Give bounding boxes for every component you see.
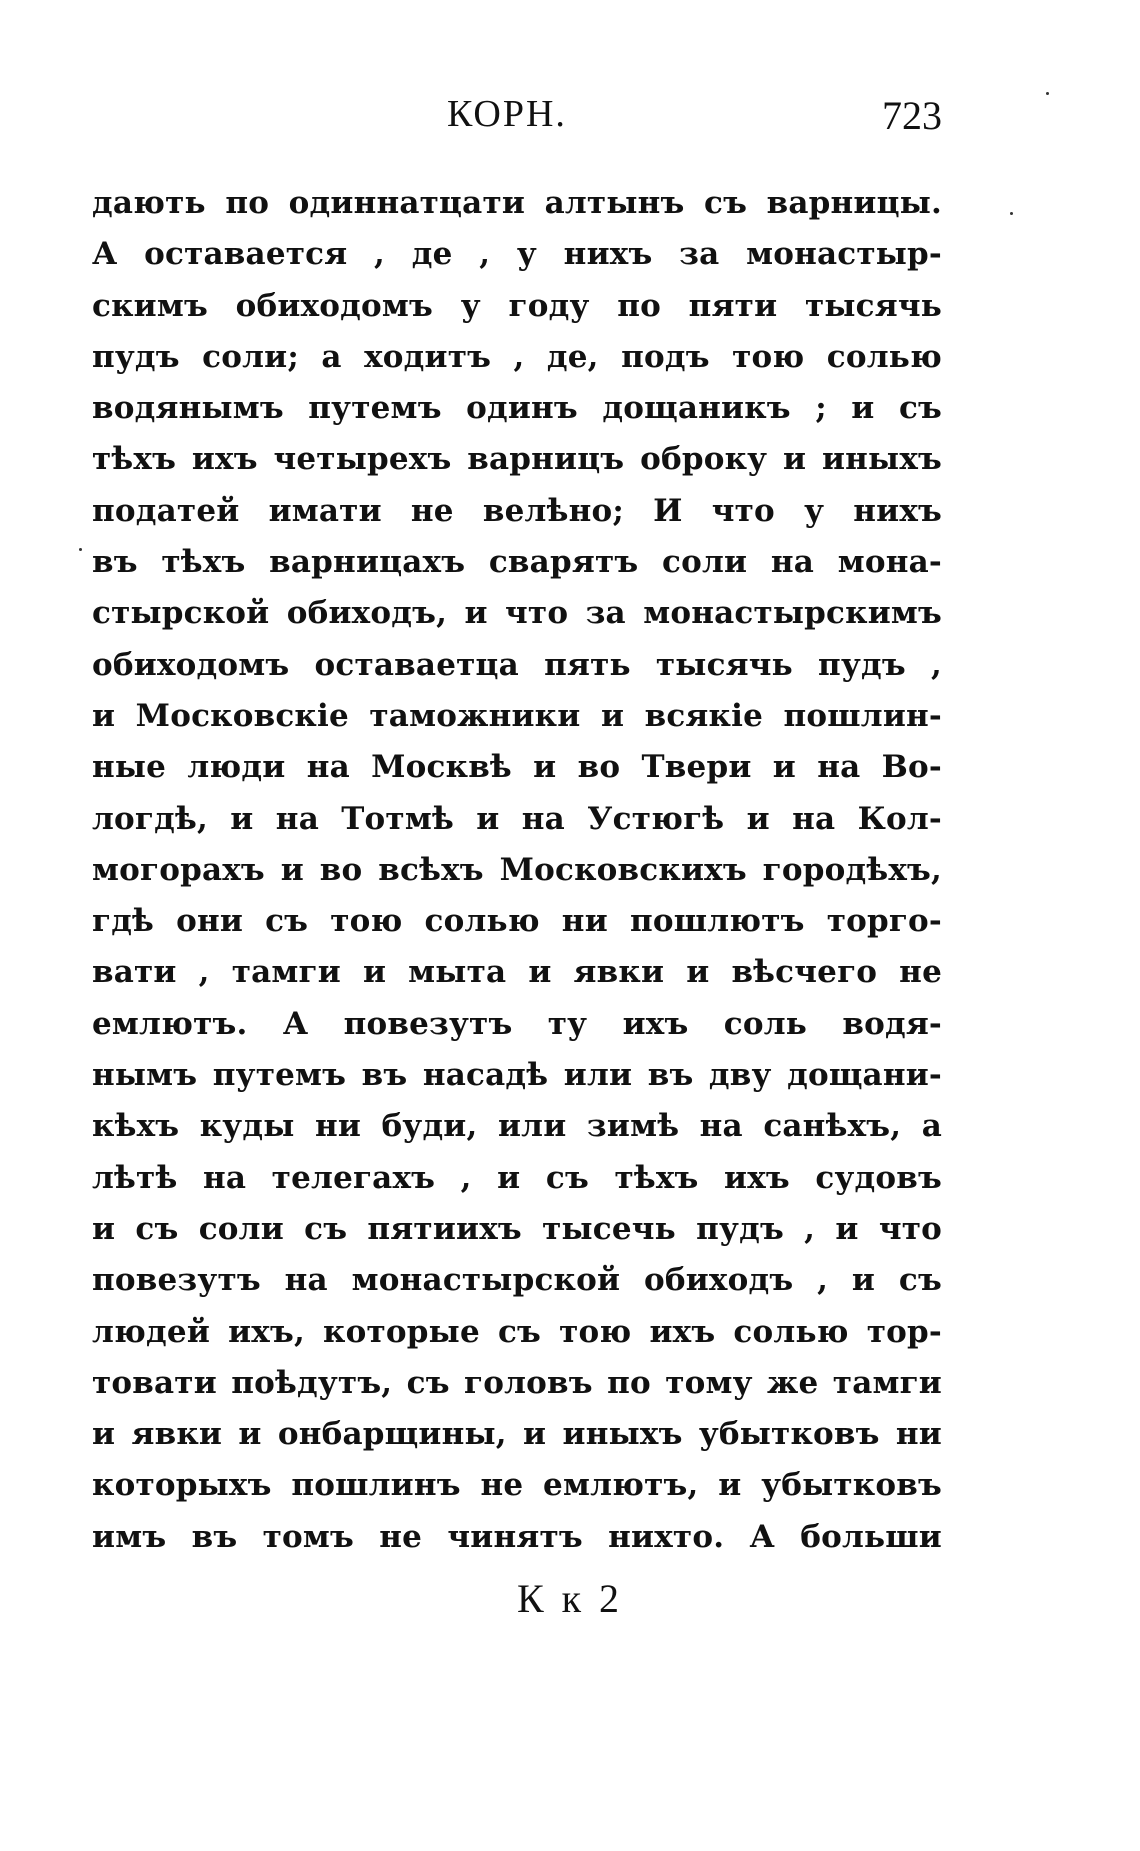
page-number: 723 [882,93,942,138]
running-head [92,92,942,152]
print-speck [1010,212,1013,215]
text-line: обиходомъ оставаетца пять тысячь пудъ , [92,646,942,683]
running-title: КОРН. [447,93,567,135]
text-line: и съ соли съ пятиихъ тысечь пудъ , и что [92,1210,942,1247]
text-line: кѣхъ куды ни буди, или зимѣ на санѣхъ, а [92,1108,942,1145]
text-line: повезутъ на монастырской обиходъ , и съ [92,1262,942,1299]
text-line: емлютъ. А повезутъ ту ихъ соль водя- [92,1005,942,1042]
text-line: лѣтѣ на телегахъ , и съ тѣхъ ихъ судовъ [92,1159,942,1196]
text-line: тѣхъ ихъ четырехъ варницъ оброку и иныхъ [92,441,942,478]
text-line: товати поѣдутъ, съ головъ по тому же тамги [92,1364,942,1401]
text-line: могорахъ и во всѣхъ Московскихъ городѣхъ, [92,851,942,888]
text-line: имъ въ томъ не чинятъ нихто. А больши [92,1518,942,1555]
text-line: логдѣ, и на Тотмѣ и на Устюгѣ и на Кол- [92,800,942,837]
text-line: и Московскіе таможники и всякіе пошлин- [92,697,942,734]
body-text [92,178,942,1563]
text-line: пудъ соли; а ходитъ , де, подъ тою солью [92,338,942,375]
text-line: нымъ путемъ въ насадѣ или въ дву дощани- [92,1057,942,1094]
text-line: въ тѣхъ варницахъ сварятъ соли на мона- [92,544,942,581]
text-line: дають по одиннатцати алтынъ съ варницы. [92,185,942,221]
text-line: которыхъ пошлинъ не емлютъ, и убытковъ [92,1467,942,1504]
text-line: водянымъ путемъ одинъ дощаникъ ; и съ [92,390,942,427]
print-speck [1046,92,1049,95]
signature-mark: К к 2 [516,1576,624,1621]
text-line: и явки и онбарщины, и иныхъ убытковъ ни [92,1416,942,1453]
print-speck [79,548,82,551]
text-line: людей ихъ, которые съ тою ихъ солью тор- [92,1313,942,1350]
text-line: ные люди на Москвѣ и во Твери и на Во- [92,749,942,786]
text-line: скимъ обиходомъ у году по пяти тысячь [92,287,942,324]
text-line: гдѣ они съ тою солью ни пошлютъ торго- [92,903,942,940]
text-line: стырской обиходъ, и что за монастырскимъ [92,595,942,632]
text-line: податей имати не велѣно; И что у нихъ [92,492,942,529]
text-line: А оставается , де , у нихъ за монастыр- [92,236,942,273]
text-line: вати , тамги и мыта и явки и вѣсчего не [92,954,942,991]
